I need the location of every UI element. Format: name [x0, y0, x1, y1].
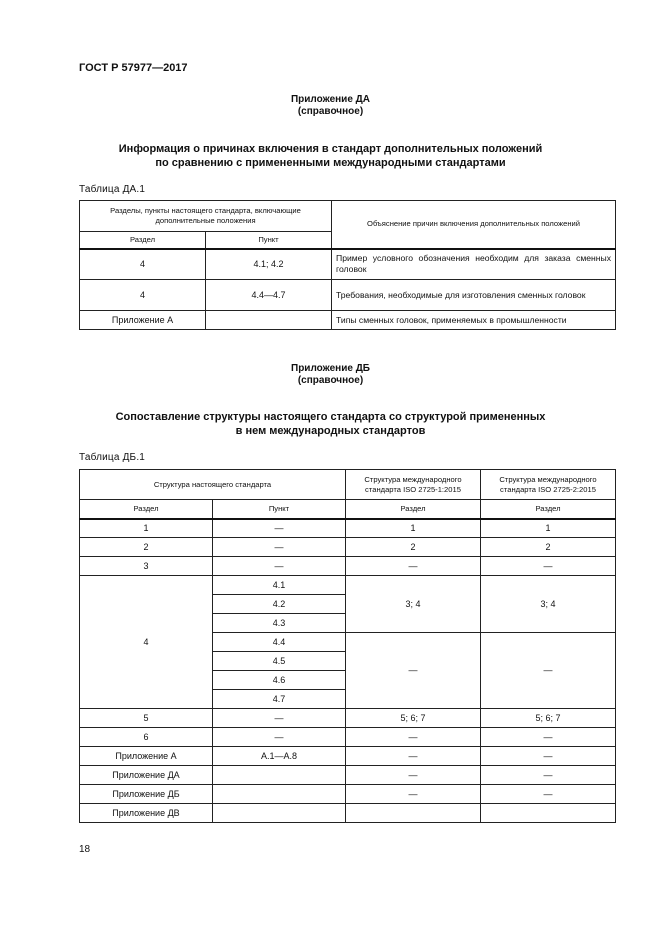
appendix-da-heading-line2: по сравнению с примененными международными стандартами [155, 157, 506, 169]
cell-iso2: 1 [481, 519, 616, 538]
cell-item: — [213, 519, 346, 538]
cell-item [213, 785, 346, 804]
cell-iso2: — [481, 633, 616, 709]
appendix-da-title: Приложение ДА [290, 94, 371, 105]
table-row [80, 804, 616, 823]
cell-item: — [213, 728, 346, 747]
table-row [80, 249, 616, 280]
cell-item: — [213, 557, 346, 576]
cell-section: 4 [80, 249, 206, 280]
cell-reason: Пример условного обозначения необходим для заказа сменных головок [332, 249, 616, 280]
cell-item [213, 766, 346, 785]
cell-item: 4.1; 4.2 [206, 249, 332, 280]
appendix-db-title: Приложение ДБ [291, 363, 370, 374]
appendix-da-status: (справочное) [297, 106, 364, 117]
cell-item: 4.4—4.7 [206, 280, 332, 311]
table-da-header-reason: Объяснение причин включения дополнительных положений [332, 201, 616, 249]
table-da-header-item: Пункт [206, 232, 332, 249]
appendix-db-heading-line1: Сопоставление структуры настоящего стандарта со структурой примененных [115, 411, 546, 423]
table-row [80, 709, 616, 728]
cell-iso2 [481, 804, 616, 823]
cell-section: 5 [80, 709, 213, 728]
cell-item [206, 311, 332, 330]
cell-iso2: 2 [481, 538, 616, 557]
cell-item: — [213, 709, 346, 728]
table-row [80, 728, 616, 747]
cell-iso1: — [346, 766, 481, 785]
cell-iso1: — [346, 728, 481, 747]
cell-section: 3 [80, 557, 213, 576]
table-row [80, 519, 616, 538]
table-db-sub-section: Раздел [80, 500, 213, 519]
cell-item: — [213, 538, 346, 557]
table-da-caption: Таблица ДА.1 [79, 184, 146, 195]
cell-item: 4.1 [213, 576, 346, 595]
cell-section: 4 [80, 280, 206, 311]
table-row [80, 311, 616, 330]
cell-iso1: 5; 6; 7 [346, 709, 481, 728]
table-row [80, 747, 616, 766]
cell-item: 4.6 [213, 671, 346, 690]
cell-item: 4.4 [213, 633, 346, 652]
table-db-caption: Таблица ДБ.1 [79, 452, 146, 463]
appendix-da-heading-line1: Информация о причинах включения в стандарт дополнительных положений [118, 143, 543, 155]
cell-iso1: — [346, 785, 481, 804]
cell-section: 1 [80, 519, 213, 538]
cell-section: 2 [80, 538, 213, 557]
cell-iso2: 3; 4 [481, 576, 616, 633]
table-db-sub-iso2: Раздел [481, 500, 616, 519]
table-row [80, 785, 616, 804]
table-row [80, 576, 616, 595]
table-db [79, 469, 616, 823]
cell-iso1: 2 [346, 538, 481, 557]
cell-item: А.1—А.8 [213, 747, 346, 766]
table-da [79, 200, 616, 330]
cell-section: Приложение А [80, 747, 213, 766]
cell-section: Приложение ДБ [80, 785, 213, 804]
cell-iso1: — [346, 557, 481, 576]
table-row [80, 280, 616, 311]
cell-item: 4.5 [213, 652, 346, 671]
cell-iso1: 3; 4 [346, 576, 481, 633]
table-db-header-iso2: Структура международного стандарта ISO 2725-2:2015 [481, 470, 616, 500]
cell-iso2: — [481, 785, 616, 804]
cell-section: 6 [80, 728, 213, 747]
cell-reason: Требования, необходимые для изготовления сменных головок [332, 280, 616, 311]
cell-item: 4.2 [213, 595, 346, 614]
table-row [80, 766, 616, 785]
cell-item [213, 804, 346, 823]
table-db-header-this: Структура настоящего стандарта [80, 470, 346, 500]
cell-section: Приложение ДВ [80, 804, 213, 823]
cell-iso1: — [346, 747, 481, 766]
table-db-sub-item: Пункт [213, 500, 346, 519]
cell-iso2: — [481, 728, 616, 747]
standard-code: ГОСТ Р 57977—2017 [79, 62, 188, 74]
appendix-db-status: (справочное) [297, 375, 364, 386]
table-db-sub-iso1: Раздел [346, 500, 481, 519]
cell-iso1: — [346, 633, 481, 709]
cell-section: Приложение А [80, 311, 206, 330]
cell-iso2: — [481, 557, 616, 576]
cell-item: 4.7 [213, 690, 346, 709]
cell-item: 4.3 [213, 614, 346, 633]
cell-iso2: 5; 6; 7 [481, 709, 616, 728]
cell-reason: Типы сменных головок, применяемых в промышленности [332, 311, 616, 330]
table-row [80, 557, 616, 576]
cell-section: Приложение ДА [80, 766, 213, 785]
table-da-header-section: Раздел [80, 232, 206, 249]
page-number: 18 [79, 844, 91, 855]
cell-iso2: — [481, 747, 616, 766]
cell-section: 4 [80, 576, 213, 709]
table-row [80, 538, 616, 557]
cell-iso1 [346, 804, 481, 823]
cell-iso2: — [481, 766, 616, 785]
appendix-db-heading-line2: в нем международных стандартов [235, 425, 426, 437]
table-db-header-iso1: Структура международного стандарта ISO 2725-1:2015 [346, 470, 481, 500]
table-da-header-group: Разделы, пункты настоящего стандарта, включающие дополнительные положения [80, 201, 332, 232]
cell-iso1: 1 [346, 519, 481, 538]
